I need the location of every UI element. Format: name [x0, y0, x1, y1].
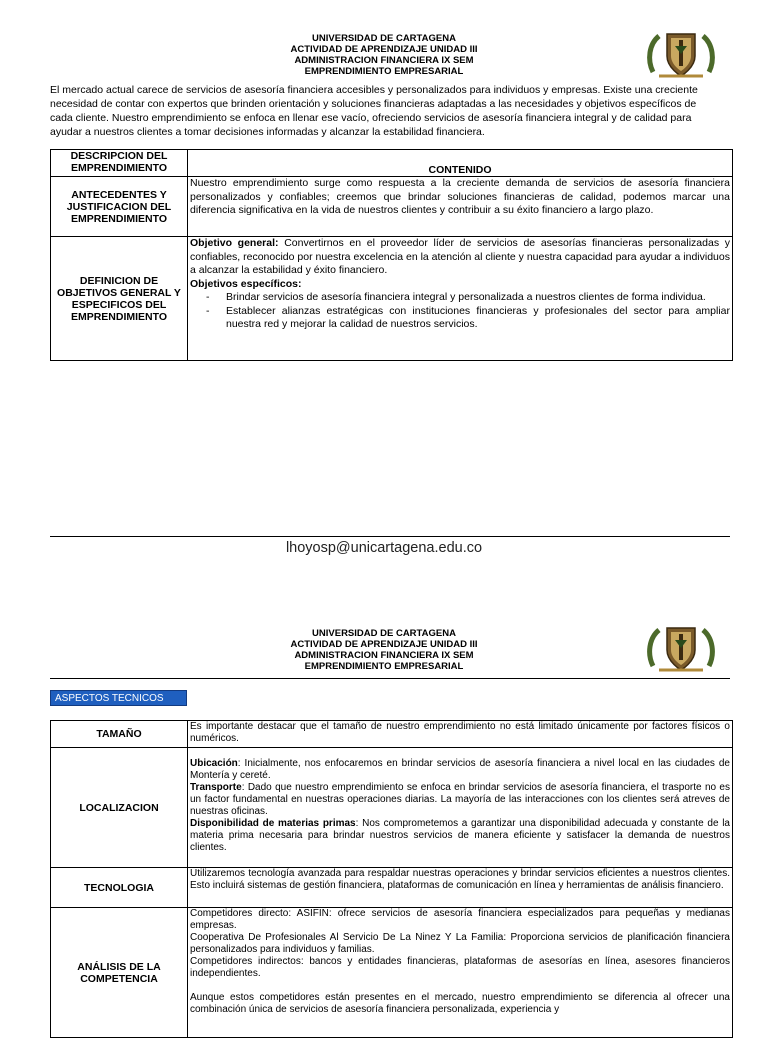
- tamano-label: TAMAÑO: [51, 721, 188, 748]
- header-course: ADMINISTRACION FINANCIERA IX SEM: [294, 650, 474, 661]
- intro-paragraph: El mercado actual carece de servicios de asesoría financiera accesibles y personalizados para individuos y empresas. Existe una creciente necesidad de contar con expertos que brinden orientación y soluciones financieras adaptadas a las necesidades y objetivos específicos de cada cliente. Nuestro emprendimiento se enfoca en llenar ese vacío, ofreciendo servicios de asesoría financiera integral y de calidad para ayudar a nuestros clientes a tomar decisiones informadas y alcanzar la estabilidad financiera.: [50, 84, 698, 138]
- header-activity: ACTIVIDAD DE APRENDIZAJE UNIDAD III: [290, 44, 478, 55]
- table-row: [51, 868, 733, 908]
- objetivo-general-title: Objetivo general:: [190, 237, 279, 249]
- ubicacion-title: Ubicación: [190, 758, 238, 769]
- table-row: [51, 237, 733, 361]
- tamano-text: Es importante destacar que el tamaño de nuestro emprendimiento no está limitado únicamente por factores físicos o numéricos.: [188, 721, 733, 748]
- table-header-row: [51, 150, 733, 177]
- objetivos-especificos-list: [190, 291, 730, 332]
- transporte-title: Transporte: [190, 782, 242, 793]
- localizacion-label: LOCALIZACION: [51, 748, 188, 868]
- competencia-directos: Competidores directo: ASIFIN: ofrece servicios de asesoría financiera especializados para pequeñas y medianas empresas.: [190, 908, 730, 931]
- section-badge: ASPECTOS TECNICOS: [50, 690, 187, 706]
- header-university: UNIVERSIDAD DE CARTAGENA: [312, 33, 456, 44]
- technical-aspects-table: [50, 720, 733, 1038]
- tecnologia-label: TECNOLOGIA: [51, 868, 188, 908]
- localizacion-cell: [188, 748, 733, 868]
- antecedentes-label: ANTECEDENTES Y JUSTIFICACION DEL EMPRENDIMIENTO: [51, 177, 188, 237]
- table-row: [51, 177, 733, 237]
- header-activity: ACTIVIDAD DE APRENDIZAJE UNIDAD III: [290, 639, 478, 650]
- table-row: [51, 748, 733, 868]
- tecnologia-text: Utilizaremos tecnología avanzada para respaldar nuestras operaciones y brindar servicios eficientes a nuestros clientes. Esto incluirá sistemas de gestión financiera, plataformas de comunicación en línea y herramientas de análisis financiero.: [188, 868, 733, 908]
- materias-paragraph: [190, 818, 730, 854]
- objetivo-general: [190, 237, 730, 278]
- competencia-cooperativa: Cooperativa De Profesionales Al Servicio De La Ninez Y La Familia: Proporciona servicios de planificación financiera personalizados para individuos y familias.: [190, 932, 730, 955]
- antecedentes-text: Nuestro emprendimiento surge como respuesta a la creciente demanda de servicios de asesoría financiera personalizados y confiables; creemos que brindar soluciones financieras de calidad, podemos marcar una diferencia significativa en la vida de nuestros clientes y contribuir a su éxito financiero a largo plazo.: [188, 177, 733, 237]
- description-table: [50, 149, 733, 361]
- list-item: - Brindar servicios de asesoría financiera integral y personalizada a nuestros clientes de forma individua.: [190, 291, 730, 305]
- university-crest-icon: [645, 620, 717, 676]
- objetivo-general-text: Convertirnos en el proveedor líder de servicios de asesorías financieras personalizadas y confiables, reconocido por nuestra excelencia en la atención al cliente y nuestra capacidad para ayudar a individuos a alcanzar la estabilidad y éxito financiero.: [190, 237, 730, 276]
- table-row: [51, 721, 733, 748]
- content-header: CONTENIDO: [188, 150, 733, 177]
- description-header: DESCRIPCION DEL EMPRENDIMIENTO: [51, 150, 188, 177]
- header-course: ADMINISTRACION FINANCIERA IX SEM: [294, 55, 474, 66]
- competencia-diferenciacion: Aunque estos competidores están presentes en el mercado, nuestro emprendimiento se diferencia al ofrecer una combinación única de servicios de asesoría financiera personalizada, experiencia y: [190, 992, 730, 1015]
- objetivos-cell: [188, 237, 733, 361]
- header-university: UNIVERSIDAD DE CARTAGENA: [312, 628, 456, 639]
- footer-email: lhoyosp@unicartagena.edu.co: [285, 540, 483, 556]
- competencia-cell: [188, 908, 733, 1038]
- header-divider: [50, 678, 730, 679]
- objetivos-especificos-title: Objetivos específicos:: [190, 277, 302, 290]
- header-topic: EMPRENDIMIENTO EMPRESARIAL: [304, 66, 464, 77]
- university-crest-icon: [645, 26, 717, 82]
- list-item: - Establecer alianzas estratégicas con instituciones financieras y profesionales del sector para ampliar nuestra red y mejorar la calidad de nuestros servicios.: [190, 305, 730, 332]
- table-row: [51, 908, 733, 1038]
- competencia-indirectos: Competidores indirectos: bancos y entidades financieras, plataformas de asesorías en línea, asesores financieros independientes.: [190, 956, 730, 979]
- header-topic: EMPRENDIMIENTO EMPRESARIAL: [304, 661, 464, 672]
- competencia-label: ANÁLISIS DE LA COMPETENCIA: [51, 908, 188, 1038]
- ubicacion-paragraph: [190, 758, 730, 782]
- ubicacion-text: : Inicialmente, nos enfocaremos en brindar servicios de asesoría financiera a nivel local en las ciudades de Montería y cereté.: [190, 758, 730, 781]
- transporte-paragraph: [190, 782, 730, 818]
- transporte-text: : Dado que nuestro emprendimiento se enfoca en brindar servicios de asesoría financiera, el trasporte no es un factor fundamental en nuestras operaciones diarias. La mayoría de las interacciones con los clientes será atreves de nuestras oficinas.: [190, 782, 730, 817]
- materias-text: : Nos comprometemos a garantizar una disponibilidad adecuada y constante de la materia prima necesaria para brindar nuestros servicios de manera eficiente y satisfacer la demanda de nuestros clientes.: [190, 818, 730, 853]
- materias-title: Disponibilidad de materias primas: [190, 818, 356, 829]
- footer-divider: [50, 536, 730, 537]
- objetivos-label: DEFINICION DE OBJETIVOS GENERAL Y ESPECIFICOS DEL EMPRENDIMIENTO: [51, 237, 188, 361]
